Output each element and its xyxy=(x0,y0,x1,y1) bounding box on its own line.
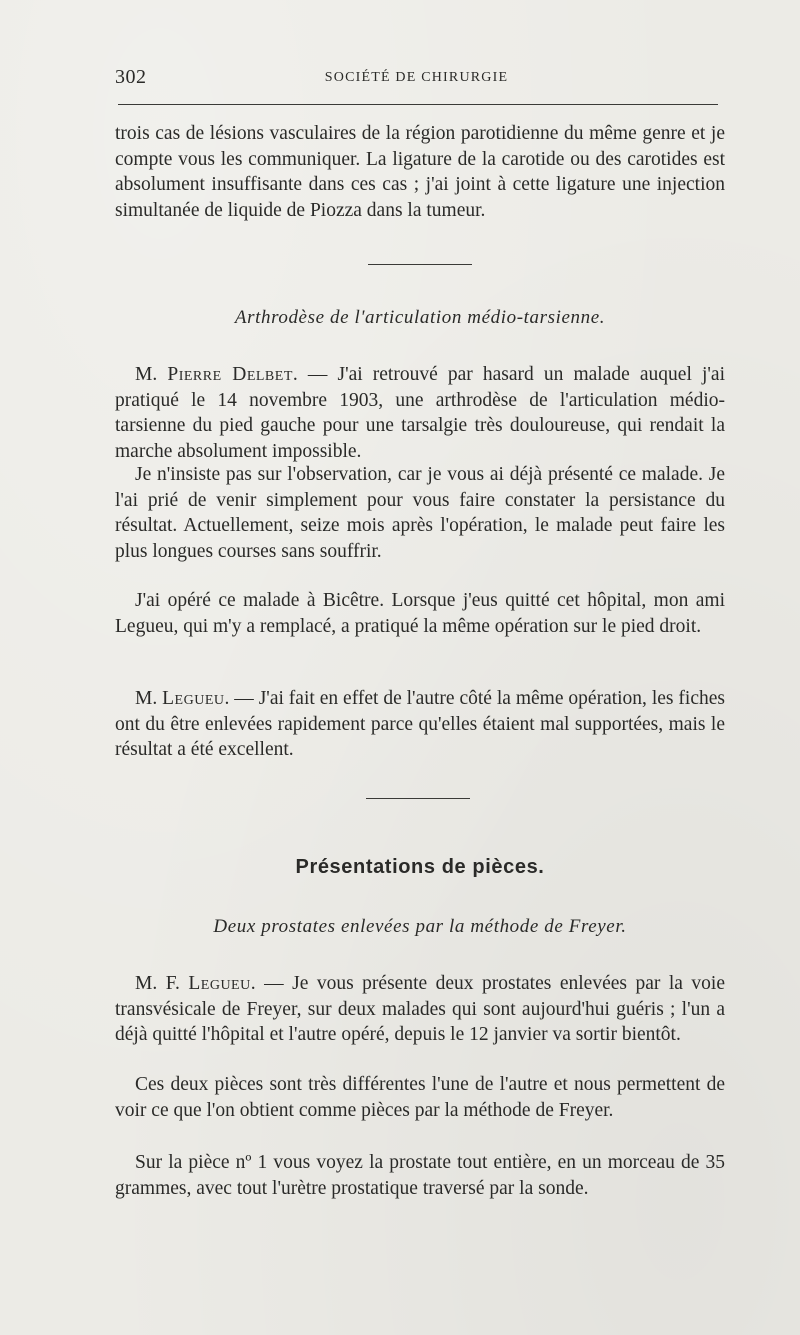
paragraph-legueu xyxy=(115,686,725,763)
paragraph-text: . — Je vous présente deux prostates enlevées par la voie transvésicale de Freyer, sur deux malades qui sont aujourd'hui guéris ; l'un a déjà quitté l'hôpital et l'autre opéré, depuis le 12 janvier va sortir bientôt. xyxy=(115,973,725,1045)
running-title: SOCIÉTÉ DE CHIRURGIE xyxy=(324,70,509,85)
paragraph-observation: Je n'insiste pas sur l'observation, car je vous ai déjà présenté ce malade. Je l'ai prié de venir simplement pour vous faire constater la persistance du résultat. Actuellement, seize mois après l'opération, le malade peut faire les plus longues courses sans souffrir. xyxy=(115,464,725,562)
separator-rule xyxy=(366,798,470,799)
speaker-name: Pierre Delbet xyxy=(167,364,293,385)
speaker-name: Legueu xyxy=(162,688,225,709)
paragraph-text: . — J'ai fait en effet de l'autre côté la même opération, les fiches ont du être enlevées rapidement parce qu'elles étaient mal supportées, mais le résultat a été excellent. xyxy=(115,688,725,760)
subheading-arthrodese: Arthrodèse de l'articulation médio-tarsienne. xyxy=(234,307,606,328)
paragraph-pieces: Ces deux pièces sont très différentes l'une de l'autre et nous permettent de voir ce que l'on obtient comme pièces par la méthode de Freyer. xyxy=(115,1074,725,1121)
speaker-prefix: M. xyxy=(135,688,163,709)
speaker-name: Legueu xyxy=(188,973,251,994)
header-rule xyxy=(118,104,718,105)
page-number: 302 xyxy=(115,66,147,88)
paragraph-f-legueu xyxy=(115,971,725,1048)
paragraph-continuation: trois cas de lésions vasculaires de la région parotidienne du même genre et je compte vous les communiquer. La ligature de la carotide ou des carotides est absolument insuffisante dans ces cas ; j'ai joint à cette ligature une injection simultanée de liquide de Piozza dans la tumeur. xyxy=(115,123,725,221)
subheading-prostates: Deux prostates enlevées par la méthode de Freyer. xyxy=(213,916,627,937)
paragraph-piece-1: Sur la pièce nº 1 vous voyez la prostate tout entière, en un morceau de 35 grammes, avec tout l'urètre prostatique traversé par la sonde. xyxy=(115,1152,725,1199)
section-title: Présentations de pièces. xyxy=(295,856,545,878)
separator-rule xyxy=(368,264,472,265)
speaker-prefix: M. xyxy=(135,364,168,385)
speaker-prefix: M. F. xyxy=(135,973,189,994)
paragraph-delbet xyxy=(115,362,725,464)
page-header xyxy=(115,66,718,94)
paragraph-bicetre: J'ai opéré ce malade à Bicêtre. Lorsque j'eus quitté cet hôpital, mon ami Legueu, qui m'y a remplacé, a pratiqué la même opération sur le pied droit. xyxy=(115,590,725,637)
paragraph-text: . — J'ai retrouvé par hasard un malade auquel j'ai pratiqué le 14 novembre 1903, une arthrodèse de l'articulation médio-tarsienne du pied gauche pour une tarsalgie très douloureuse, qui rendait la marche absolument impossible. xyxy=(115,364,725,462)
